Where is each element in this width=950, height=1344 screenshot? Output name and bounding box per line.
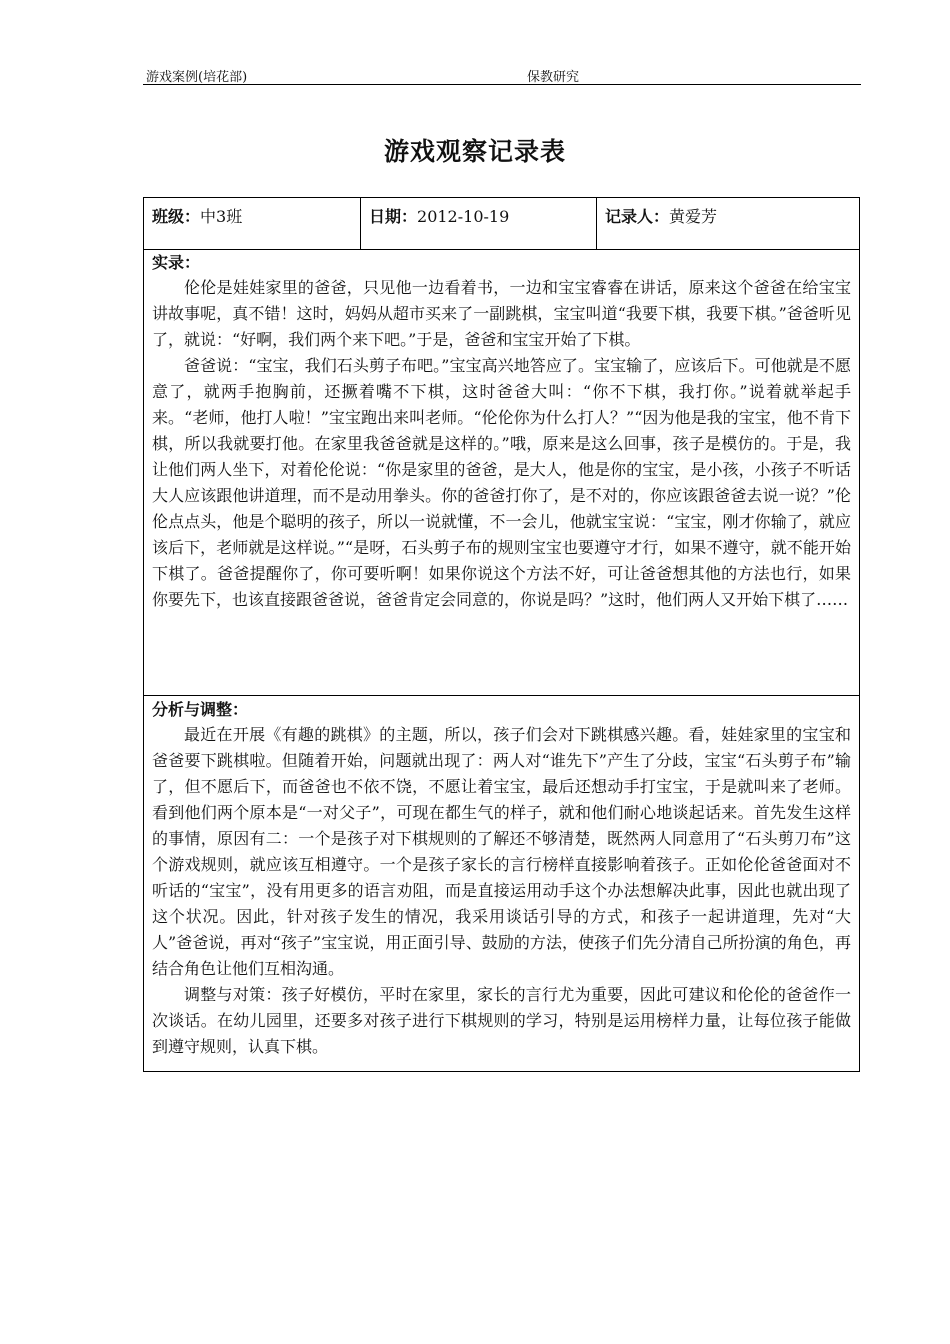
analysis-label: 分析与调整： — [152, 700, 249, 719]
record-section — [144, 249, 859, 696]
record-label: 实录： — [152, 253, 201, 272]
recorder-value: 黄爱芳 — [669, 207, 718, 226]
recorder-cell — [597, 198, 859, 249]
class-cell — [144, 198, 361, 249]
observation-table — [143, 197, 860, 1072]
class-label: 班级： — [152, 207, 201, 226]
page-title: 游戏观察记录表 — [383, 137, 566, 166]
date-value: 2012-10-19 — [417, 207, 510, 226]
date-label: 日期： — [369, 207, 418, 226]
class-value: 中3班 — [200, 207, 243, 226]
analysis-paragraph: 最近在开展《有趣的跳棋》的主题，所以，孩子们会对下跳棋感兴趣。看，娃娃家里的宝宝和爸爸要下跳棋啦。但随着开始，问题就出现了：两人对“谁先下”产生了分歧，宝宝“石头剪子布”输了，但不愿后下，而爸爸也不依不饶，不愿让着宝宝，最后还想动手打宝宝，于是就叫来了老师。看到他们两个原本是“一对父子”，可现在都生气的样子，就和他们耐心地谈起话来。首先发生这样的事情，原因有二：一个是孩子对下棋规则的了解还不够清楚，既然两人同意用了“石头剪刀布”这个游戏规则，就应该互相遵守。一个是孩子家长的言行榜样直接影响着孩子。正如伦伦爸爸面对不听话的“宝宝”，没有用更多的语言劝阻，而是直接运用动手这个办法想解决此事，因此也就出现了这个状况。因此，针对孩子发生的情况，我采用谈话引导的方式，和孩子一起讲道理，先对“大人”爸爸说，再对“孩子”宝宝说，用正面引导、鼓励的方法，使孩子们先分清自己所扮演的角色，再结合角色让他们互相沟通。 — [152, 725, 851, 978]
record-paragraph: 爸爸说：“宝宝，我们石头剪子布吧。”宝宝高兴地答应了。宝宝输了，应该后下。可他就是不愿意了，就两手抱胸前，还撅着嘴不下棋，这时爸爸大叫：“你不下棋，我打你。”说着就举起手来。“老师，他打人啦！”宝宝跑出来叫老师。“伦伦你为什么打人？”“因为他是我的宝宝，他不肯下棋，所以我就要打他。在家里我爸爸就是这样的。”哦，原来是这么回事，孩子是模仿的。于是，我让他们两人坐下，对着伦伦说：“你是家里的爸爸，是大人，他是你的宝宝，是小孩，小孩子不听话大人应该跟他讲道理，而不是动用拳头。你的爸爸打你了，是不对的，你应该跟爸爸去说一说？”伦伦点点头，他是个聪明的孩子，所以一说就懂，不一会儿，他就宝宝说：“宝宝，刚才你输了，就应该后下，老师就是这样说。”“是呀，石头剪子布的规则宝宝也要遵守才行，如果不遵守，就不能开始下棋了。爸爸提醒你了，你可要听啊！如果你说这个方法不好，可让爸爸想其他的方法也行，如果你要先下，也该直接跟爸爸说，爸爸肯定会同意的，你说是吗？”这时，他们两人又开始下棋了…… — [152, 356, 851, 609]
analysis-section — [144, 696, 859, 1071]
date-cell — [361, 198, 597, 249]
header-rule — [143, 84, 861, 85]
header-center-text: 保教研究 — [527, 70, 580, 85]
record-paragraph: 伦伦是娃娃家里的爸爸，只见他一边看着书，一边和宝宝睿睿在讲话，原来这个爸爸在给宝宝讲故事呢，真不错！这时，妈妈从超市买来了一副跳棋，宝宝叫道“我要下棋，我要下棋。”爸爸听见了，就说：“好啊，我们两个来下吧。”于是，爸爸和宝宝开始了下棋。 — [152, 278, 851, 349]
recorder-label: 记录人： — [605, 207, 670, 226]
info-row — [144, 198, 859, 250]
header-left-text: 游戏案例(培花部) — [146, 70, 248, 85]
analysis-paragraph: 调整与对策：孩子好模仿，平时在家里，家长的言行尤为重要，因此可建议和伦伦的爸爸作一次谈话。在幼儿园里，还要多对孩子进行下棋规则的学习，特别是运用榜样力量，让每位孩子能做到遵守规则，认真下棋。 — [152, 985, 851, 1056]
